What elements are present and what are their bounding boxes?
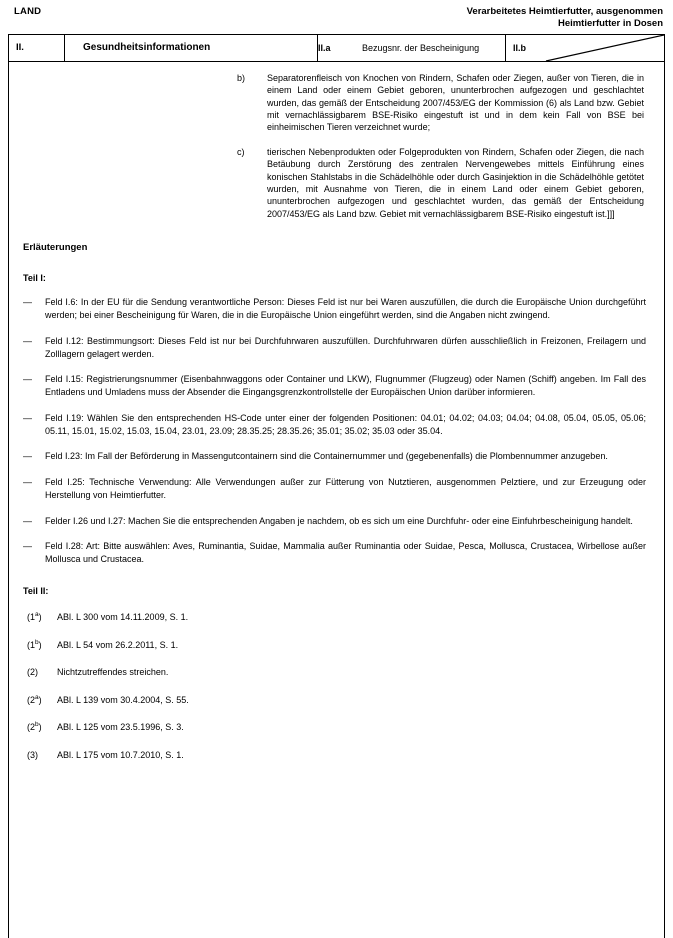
list-item-text: Feld I.23: Im Fall der Beförderung in Massengutcontainern sind die Containernummer und (gegebenenfalls) die Plombennummer anzugeben. [45,451,608,462]
ii-a-text: Bezugsnr. der Bescheinigung [362,42,480,53]
list-item-text: Feld I.19: Wählen Sie den entsprechenden HS-Code unter einer der folgenden Positionen: 04.01; 04.02; 04.03; 04.04; 04.08, 05.04, 05.05, 05.06; 05.11, 15.01, 15.02, 15.03, 15.04, 23.01, 23.09; 28.35.25; 28.35.26; 35.01; 35.02; 35.03 oder 35.04. [45,412,646,436]
footnote-item [23,721,650,734]
page-header [8,6,665,34]
footnote-marker: (3) [27,749,39,760]
footnote-item [23,694,650,707]
footnote-text: ABl. L 300 vom 14.11.2009, S. 1. [57,611,189,622]
certificate-reference-cell [318,35,506,61]
list-item [23,515,650,528]
clause-marker: c) [237,146,245,157]
dash-bullet: — [23,477,32,488]
ii-b-cell [506,35,664,61]
part-title-cell: Gesundheitsinformationen [65,35,318,61]
clause-item [23,72,650,134]
footnote-marker: (2) [27,667,39,678]
list-item-text: Feld I.28: Art: Bitte auswählen: Aves, Ruminantia, Suidae, Mammalia außer Ruminantia oder Suidae, Pesca, Mollusca, Crustacea, Wirbellose außer Mollusca und Crustacea. [45,541,646,565]
dash-bullet: — [23,541,32,552]
list-item [23,296,650,322]
list-item [23,335,650,361]
footnote-text: ABl. L 175 vom 10.7.2010, S. 1. [57,749,184,760]
clause-text: tierischen Nebenprodukten oder Folgeprodukten von Rindern, Schafen oder Ziegen, die nach Betäubung durch Zerstörung des zentralen Nervengewebes mittels Einführung eines konischen Stahlstabs in die Schädelhöhle oder durch Gasinjektion in die Schädelhöhle getötet wurden, mit Ausnahme von Tieren, die in einem Land oder einem Gebiet geboren, ununterbrochen aufgezogen und geschlachtet wurden, das gemäß der Entscheidung 2007/453/EG als Land bzw. Gebiet mit vernachlässigbarem BSE-Risiko eingestuft ist.]]] [267,146,644,219]
footnote-item [23,749,650,762]
ii-b-label: II.b [513,42,526,53]
footnote-item [23,666,650,679]
footnote-text: ABl. L 54 vom 26.2.2011, S. 1. [57,639,179,650]
footnote-item [23,639,650,652]
ii-a-label: II.a [318,42,331,53]
clause-marker: b) [237,72,246,83]
list-item [23,450,650,463]
footnote-item [23,611,650,624]
footnote-marker: (1$^a$) [27,610,42,622]
footnote-text: Nichtzutreffendes streichen. [57,667,169,678]
list-item-text: Feld I.25: Technische Verwendung: Alle Verwendungen außer zur Fütterung von Nutztieren, ausgenommen Pelztiere, und zur Erzeugung oder Herstellung von Heimtierfutter. [45,477,646,500]
dash-bullet: — [23,412,32,423]
footnote-marker: (1$^b$) [27,638,42,650]
header-country-label: LAND [14,6,42,17]
list-item-text: Feld I.6: In der EU für die Sendung verantwortliche Person: Dieses Feld ist nur bei Waren auszufüllen, die durch die Europäische Union durchgeführt werden; bei einer Bescheinigung für Waren, die in die Europäische Union eingeführt werden, sind die Angaben nicht zwingend. [45,297,646,320]
certificate-body [8,62,665,938]
diagonal-strike-line [506,35,664,61]
certificate-header-table [8,34,665,62]
dash-bullet: — [23,515,32,526]
footnote-text: ABl. L 125 vom 23.5.1996, S. 3. [57,722,184,733]
footnote-marker: (2$^a$) [27,693,42,705]
header-product-line-1: Verarbeitetes Heimtierfutter, ausgenommen [466,6,663,17]
clause-item [23,146,650,220]
header-product-title [467,6,663,30]
list-item-text: Feld I.15: Registrierungsnummer (Eisenbahnwaggons oder Container und LKW), Flugnummer (Flugzeug) oder Namen (Schiff) angeben. Im Fall des Entladens und Umladens muss der Absender die Eingangsgrenzkontrollstelle der Europäischen Union darüber informieren. [45,374,646,398]
list-item [23,412,650,438]
list-item [23,373,650,399]
list-item [23,476,650,502]
part-number-cell: II. [9,35,65,61]
list-item-text: Felder I.26 und I.27: Machen Sie die entsprechenden Angaben je nachdem, ob es sich um eine Durchfuhr- oder eine Einfuhrbescheinigung handelt. [45,515,633,526]
list-item [23,540,650,566]
dash-bullet: — [23,374,32,385]
header-product-line-2: Heimtierfutter in Dosen [557,17,663,29]
part-one-heading: Teil I: [23,273,46,284]
dash-bullet: — [23,297,32,308]
list-item-text: Feld I.12: Bestimmungsort: Dieses Feld ist nur bei Durchfuhrwaren auszufüllen. Durchfuhrwaren dürfen ausschließlich in Freizonen, Freilagern und Zolllagern gelagert werden. [45,335,646,359]
part-two-heading: Teil II: [23,585,49,596]
dash-bullet: — [23,335,32,346]
footnote-marker: (2$^b$) [27,721,42,733]
footnote-text: ABl. L 139 vom 30.4.2004, S. 55. [57,694,189,705]
dash-bullet: — [23,451,32,462]
explanations-heading: Erläuterungen [23,242,88,254]
clause-text: Separatorenfleisch von Knochen von Rindern, Schafen oder Ziegen, außer von Tieren, die in einem Land oder einem Gebiet geboren, ununterbrochen aufgezogen und geschlachtet wurden, das gemäß der Entscheidung 2007/453/EG der Kommission (6) als Land bzw. Gebiet mit vernachlässigbarem BSE-Risiko eingestuft ist und in dem kein Fall von BSE bei einheimischen Tieren verzeichnet wurde; [267,72,644,133]
